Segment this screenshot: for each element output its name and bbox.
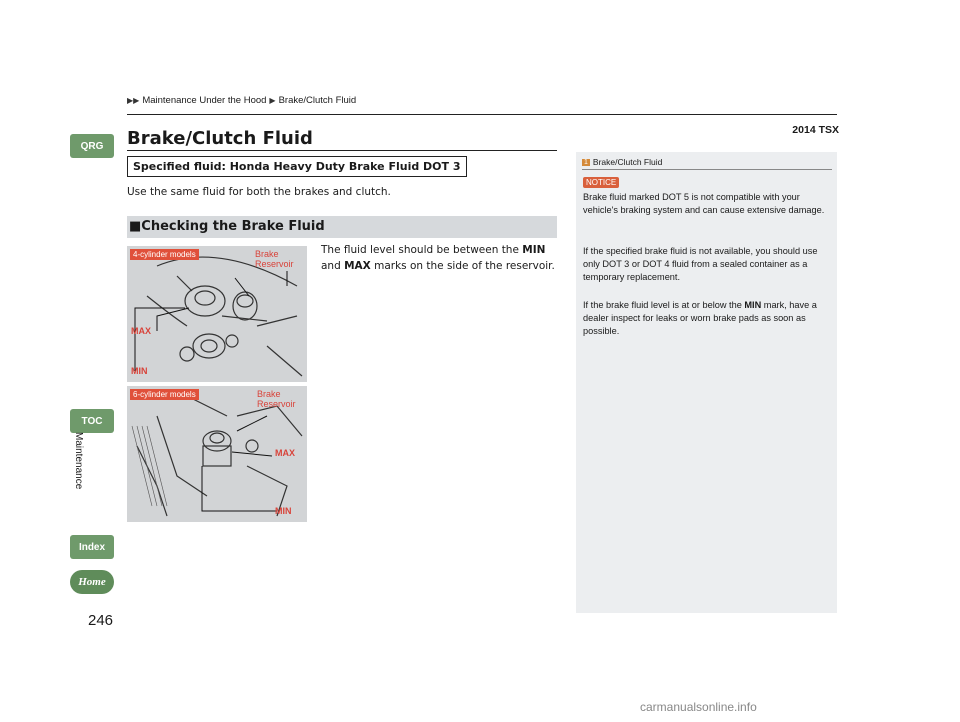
double-arrow-icon: ▶▶ [127,96,140,105]
sidebar-heading: 1 Brake/Clutch Fluid [584,157,663,167]
sidebar-paragraph: If the specified brake fluid is not available, you should use only DOT 3 or DOT 4 fluid from a sealed container as a temporary replacement. [583,246,818,282]
sidebar-panel [576,152,837,613]
arrow-icon: ▶ [269,96,276,105]
toc-button[interactable]: TOC [70,409,114,433]
max-mark-text: MAX [344,260,371,272]
notice-badge: NOTICE [583,177,619,188]
max-callout: MAX [275,448,295,458]
reference-number: 1 [584,158,588,166]
breadcrumb-link-maintenance[interactable]: Maintenance Under the Hood [142,95,267,106]
header-divider [127,114,837,115]
qrg-button[interactable]: QRG [70,134,114,158]
brake-reservoir-label: Brake Reservoir [257,389,296,409]
specified-fluid-box: Specified fluid: Honda Heavy Duty Brake Fluid DOT 3 [127,156,467,177]
intro-text: Use the same fluid for both the brakes and clutch. [127,186,391,198]
min-mark-text: MIN [522,244,546,256]
section-tab-label: Maintenance [73,432,84,490]
max-callout: MAX [131,326,151,336]
sidebar-paragraph: If the brake fluid level is at or below the MIN mark, have a dealer inspect for leaks or worn brake pads as soon as possible. [583,300,817,336]
title-divider [127,150,557,151]
home-button[interactable]: Home [70,570,114,594]
figure-tag: 4-cylinder models [130,249,199,260]
watermark: carmanualsonline.info [640,700,757,714]
min-callout: MIN [275,506,292,516]
sidebar-paragraph: Brake fluid marked DOT 5 is not compatible with your vehicle's braking system and can cause extensive damage. [583,192,825,215]
min-callout: MIN [131,366,148,376]
section-heading: ■Checking the Brake Fluid [127,216,557,238]
index-button[interactable]: Index [70,535,114,559]
level-instructions: The fluid level should be between the MIN and MAX marks on the side of the reservoir. [321,244,555,272]
brake-reservoir-label: Brake Reservoir [255,249,294,269]
breadcrumb-current: Brake/Clutch Fluid [278,95,357,106]
page-title: Brake/Clutch Fluid [127,128,313,149]
figure-tag: 6-cylinder models [130,389,199,400]
figure-4-cylinder [127,246,307,382]
figure-6-cylinder [127,386,307,522]
page-number: 246 [88,612,114,629]
sidebar-divider [582,169,832,170]
model-year-label: 2014 TSX [792,124,839,136]
breadcrumb [127,95,356,106]
